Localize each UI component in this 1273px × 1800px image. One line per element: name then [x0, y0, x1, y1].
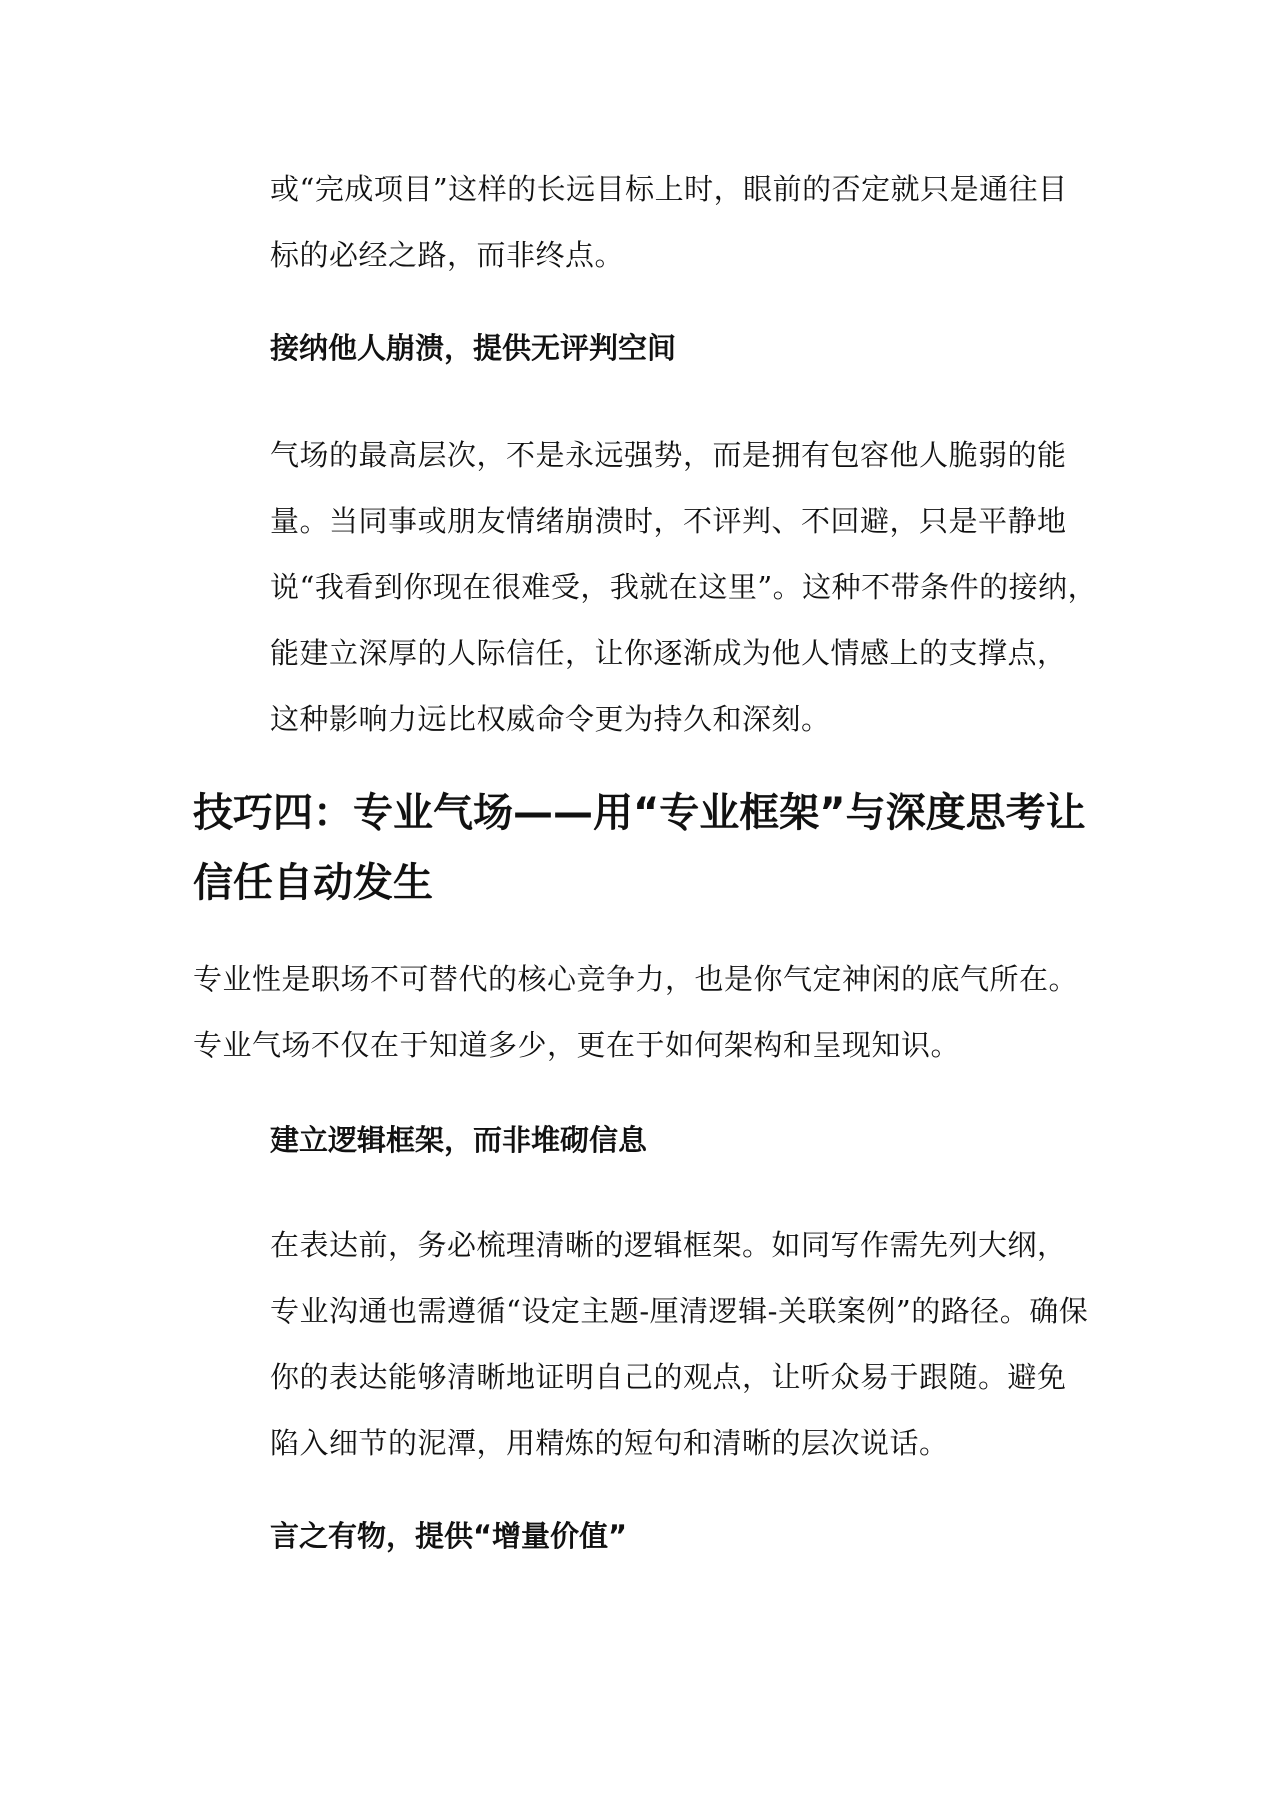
paragraph-line: 说“我看到你现在很难受，我就在这里”。这种不带条件的接纳，	[270, 570, 1098, 604]
paragraph-line: 能建立深厚的人际信任，让你逐渐成为他人情感上的支撑点，	[270, 636, 1067, 670]
paragraph-line: 气场的最高层次，不是永远强势，而是拥有包容他人脆弱的能	[270, 438, 1067, 472]
heading-line: 信任自动发生	[193, 860, 433, 906]
subheading-accept-others: 接纳他人崩溃，提供无评判空间	[270, 331, 677, 365]
paragraph-goal-continuation	[270, 156, 1085, 288]
paragraph-line: 专业沟通也需遵循“设定主题-厘清逻辑-关联案例”的路径。确保	[270, 1294, 1089, 1328]
paragraph-line: 专业性是职场不可替代的核心竞争力，也是你气定神闲的底气所在。	[193, 962, 1079, 996]
subheading-added-value: 言之有物，提供“增量价值”	[270, 1519, 628, 1553]
section-heading-technique-four	[193, 778, 1093, 918]
heading-line: 技巧四：专业气场——用“专业框架”与深度思考让	[193, 790, 1086, 836]
paragraph-line: 在表达前，务必梳理清晰的逻辑框架。如同写作需先列大纲，	[270, 1228, 1067, 1262]
paragraph-highest-level	[270, 422, 1098, 752]
paragraph-line: 或“完成项目”这样的长远目标上时，眼前的否定就只是通往目	[270, 172, 1068, 206]
paragraph-line: 标的必经之路，而非终点。	[270, 238, 625, 272]
subheading-logic-framework: 建立逻辑框架，而非堆砌信息	[270, 1123, 648, 1157]
paragraph-professionalism	[193, 946, 1093, 1078]
paragraph-line: 陷入细节的泥潭，用精炼的短句和清晰的层次说话。	[270, 1426, 949, 1460]
paragraph-line: 你的表达能够清晰地证明自己的观点，让听众易于跟随。避免	[270, 1360, 1067, 1394]
paragraph-line: 量。当同事或朋友情绪崩溃时，不评判、不回避，只是平静地	[270, 504, 1067, 538]
paragraph-logic-framework	[270, 1212, 1089, 1476]
paragraph-line: 这种影响力远比权威命令更为持久和深刻。	[270, 702, 831, 736]
paragraph-line: 专业气场不仅在于知道多少，更在于如何架构和呈现知识。	[193, 1028, 961, 1062]
